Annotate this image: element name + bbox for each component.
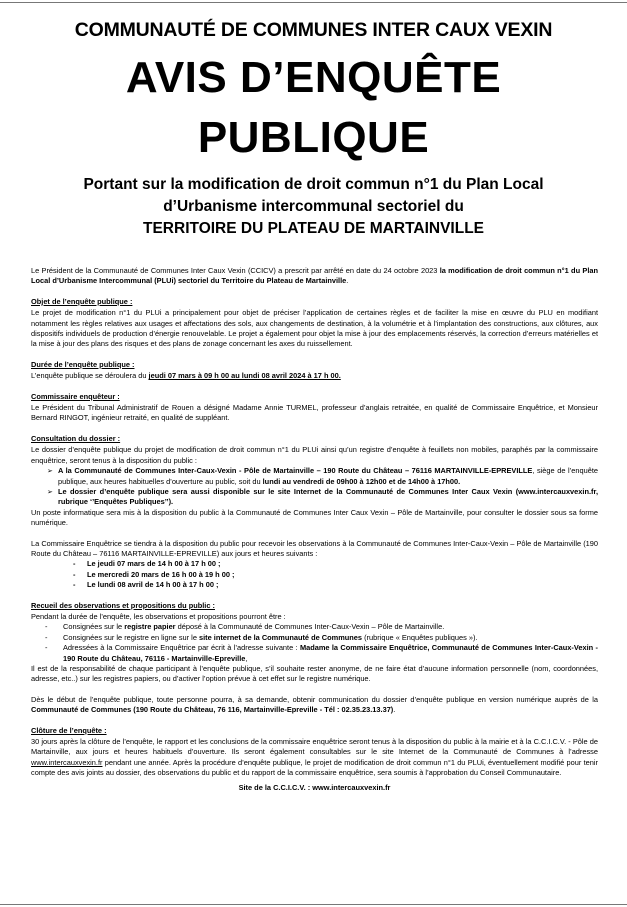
recueil-item-mail [45, 643, 598, 664]
duree-text: L’enquête publique se déroulera du [31, 371, 149, 381]
title-line-1: AVIS D’ENQUÊTE [125, 53, 502, 102]
section-permanences [31, 539, 598, 591]
cloture-text-b: pendant une année. Après la procédure d’enquête publique, le projet de modification de droit commun n°1 du PLUi, éventuellement modifié pour tenir compte des avis joints au dossier, des observations du public et du rapport de la commissaire enquêtrice, sera soumis à l’approbation du Conseil Communautaire. [31, 757, 598, 778]
duree-title: Durée de l’enquête publique : [31, 359, 135, 369]
commissaire-text: Le Président du Tribunal Administratif de Rouen a désigné Madame Annie TURMEL, professeur d’anglais retraitée, en qualité de Commissaire Enquêtrice, et Monsieur Bernard RINGOT, ingénieur retraité, en qualité de suppléant. [31, 403, 598, 423]
consultation-title: Consultation du dossier : [31, 433, 121, 443]
office-address: A la Communauté de Communes Inter-Caux-Vexin - Pôle de Martainville – 190 Route du Château – 76116 MARTAINVILLE-EPREVILLE [58, 466, 533, 476]
subtitle-line-1: Portant sur la modification de droit commun n°1 du Plan Local [83, 176, 544, 193]
debut-contact: Communauté de Communes (190 Route du Château, 76 116, Martainville-Epreville - Tél : 02.35.23.13.37) [31, 705, 394, 715]
permanence-date-2: - Le mercredi 20 mars de 16 h 00 à 19 h 00 ; [73, 570, 598, 580]
permanence-date-3: - Le lundi 08 avril de 14 h 00 à 17 h 00 ; [73, 580, 598, 590]
online-text-b: site internet de la Communauté de Communes [198, 632, 363, 642]
subtitle-line-2: d’Urbanisme intercommunal sectoriel du [163, 198, 464, 215]
debut-text: Dès le début de l’enquête publique, toute personne pourra, à sa demande, obtenir communication du dossier d’enquête publique en version numérique auprès de la [31, 694, 598, 704]
footer-site: Site de la C.C.I.C.V. : www.intercauxvexin.fr [238, 782, 391, 792]
objet-text: Le projet de modification n°1 du PLUi a principalement pour objet de préciser l’application de certaines règles et de faciliter la mise en œuvre du PLU en modifiant notamment les règles relatives aux usages et affectations des sols, aux changements de destination, à la volumétrie et à l’implantation des constructions, aux clôtures, aux dispositifs individuels de production d’énergie renouvelable. Le projet a également pour objet la mise à jour des emplacements réservés, la correction d’erreurs matérielles et la mise à jour des plans des risques et des plans de zonage concernant les axes du ruissellement. [31, 308, 598, 349]
duree-dates: jeudi 07 mars à 09 h 00 au lundi 08 avril 2024 à 17 h 00. [148, 371, 341, 381]
section-commissaire [31, 392, 598, 424]
organization-heading: COMMUNAUTÉ DE COMMUNES INTER CAUX VEXIN [74, 19, 553, 41]
intro-paragraph [31, 266, 598, 287]
poste-text: Un poste informatique sera mis à la disposition du public à la Communauté de Communes Inter Caux Vexin – Pôle de Martainville, pour consulter le dossier sous sa forme numérique. [31, 507, 598, 528]
paper-text-c: déposé à la Communauté de Communes Inter-Caux-Vexin – Pôle de Martainville. [175, 622, 445, 632]
consultation-text: Le dossier d’enquête publique du projet de modification de droit commun n°1 du PLUi ainsi qu’un registre d’enquête à feuillets non mobiles, paraphés par la commissaire enquêtrice, seront tenus à la disposition du public : [31, 445, 598, 465]
office-hours: lundi au vendredi de 09h00 à 12h00 et de 14h00 à 17h00. [262, 476, 461, 486]
intro-text: Le Président de la Communauté de Communes Inter Caux Vexin (CCICV) a prescrit par arrêté en date du 24 octobre 2023 [31, 266, 440, 275]
objet-title: Objet de l’enquête publique : [31, 296, 133, 306]
intro-bold-text: la modification de droit commun n°1 du Plan Local d’Urbanisme Intercommunal (PLUi) sectoriel du Territoire du Plateau de Martainville [31, 266, 598, 286]
subtitle-line-3: TERRITOIRE DU PLATEAU DE MARTAINVILLE [143, 220, 484, 237]
mail-text-c: , [245, 653, 248, 663]
recueil-intro: Pendant la durée de l’enquête, les observations et propositions pourront être : [31, 611, 286, 621]
consultation-list [31, 466, 598, 508]
consultation-item-office [47, 466, 598, 487]
subtitle [0, 174, 627, 240]
paper-text-b: registre papier [124, 622, 176, 632]
recueil-title: Recueil des observations et propositions du public : [31, 600, 215, 610]
recueil-item-online [45, 633, 598, 643]
top-divider [0, 2, 627, 3]
website-text[interactable]: Le dossier d’enquête publique sera aussi disponible sur le site Internet de la Communauté de Communes Inter Caux Vexin (www.intercauxvexin.fr [58, 486, 596, 496]
debut-paragraph [31, 695, 598, 716]
section-objet [31, 297, 598, 350]
notice-body [31, 266, 598, 793]
section-duree [31, 360, 598, 382]
intro-end: . [346, 276, 349, 286]
bottom-divider [0, 904, 627, 905]
mail-address: Madame la Commissaire Enquêtrice, Communauté de Communes Inter-Caux-Vexin - 190 Route du Château, 76116 - Martainville-Epreville [63, 643, 598, 663]
duree-paragraph [31, 371, 598, 381]
permanence-date-1: - Le jeudi 07 mars de 14 h 00 à 17 h 00 ; [73, 559, 598, 569]
cloture-text-a: 30 jours après la clôture de l’enquête, le rapport et les conclusions de la commissaire enquêtrice seront tenus à la disposition du public à la mairie et à la C.C.I.C.V. - Pôle de Martainville, aux jours et heures habituels d’ouverture. Ils seront également consultables sur le site Internet de la Communauté de Communes à l’adresse [31, 737, 598, 757]
section-consultation [31, 434, 598, 529]
recueil-list [31, 622, 598, 664]
consultation-item-website [47, 487, 598, 508]
paper-text-a: Consignées sur le [63, 622, 125, 632]
cloture-paragraph [31, 737, 598, 779]
mail-text-a: Adressées à la Commissaire Enquêtrice par écrit à l’adresse suivante : [63, 643, 300, 653]
office-text: , siège de l’enquête publique, aux heures habituelles d’ouverture au public, soit du [58, 466, 598, 486]
commissaire-title: Commissaire enquêteur : [31, 391, 120, 401]
debut-end: . [393, 705, 396, 715]
website-rubrique: , rubrique ‘’Enquêtes Publiques’’). [58, 486, 598, 507]
online-text-a: Consignées sur le registre en ligne sur le [63, 632, 199, 642]
permanences-text: La Commissaire Enquêtrice se tiendra à la disposition du public pour recevoir les observations à la Communauté de Communes Inter-Caux-Vexin – Pôle de Martainville (190 Route du Château – 76116 MARTAINVILLE-EPREVILLE) aux jours et heures suivants : [31, 538, 598, 558]
title-line-2: PUBLIQUE [197, 113, 430, 162]
section-cloture [31, 726, 598, 779]
recueil-item-paper [45, 622, 598, 632]
cloture-title: Clôture de l’enquête : [31, 725, 107, 735]
permanences-dates [31, 559, 598, 590]
cloture-link[interactable]: www.intercauxvexin.fr [31, 757, 103, 767]
responsibility-text: Il est de la responsabilité de chaque participant à l’enquête publique, s’il souhaite rester anonyme, de ne faire état d’aucune information personnelle (nom, coordonnées, adresse, etc..) sur les registres papiers, ou d’activer l’option prévue à cet effet sur le registre numérique. [31, 664, 598, 684]
online-text-c: (rubrique « Enquêtes publiques »). [362, 632, 478, 642]
section-recueil [31, 601, 598, 716]
